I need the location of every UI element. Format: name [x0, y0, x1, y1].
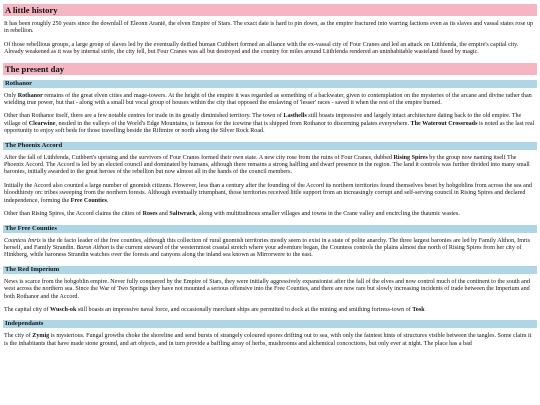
imperium-paragraph-1: News is scarce from the hobgoblin empire. Never fully conquered by the Empire of Stars, they were initially aggressively expansionist after the fall of the elves and now control much of the continent to the south and west across the northern sea. Since the War of Two Springs they have not mounted a serious offensive into the Free Counties, and there are now rare but slowly increasing incidents of trade between the Imperium and both Rothanor and the Accord.	[4, 278, 530, 300]
subsection-heading-independants: Independants	[3, 320, 537, 328]
section-heading-history: A little history	[3, 4, 537, 16]
subsection-heading-free-counties: The Free Counties	[3, 225, 537, 233]
person-name: Countess Imris	[4, 237, 41, 244]
imperium-paragraph-2	[3, 307, 537, 314]
place-name: Roses	[142, 211, 158, 218]
text-run: .	[106, 197, 109, 204]
text-run: still boasts an impressive naval force, and occasionally merchant ships are permitted to dock at the mining and smithing fortress-town of	[76, 306, 413, 313]
rothanor-paragraph-2	[3, 113, 537, 135]
counties-paragraph-1	[3, 238, 537, 260]
place-name: Clearwine	[28, 120, 56, 127]
phoenix-paragraph-2	[3, 183, 537, 205]
phoenix-paragraph-3	[3, 211, 537, 218]
person-name: Baron Althon	[76, 244, 110, 251]
place-name: Wusch-ok	[50, 306, 77, 313]
subsection-heading-phoenix-accord: The Phoenix Accord	[3, 142, 537, 150]
rothanor-paragraph-1	[3, 93, 537, 108]
subsection-heading-rothanor: Rothanor	[3, 80, 537, 88]
place-name: Rising Spires	[393, 154, 428, 161]
text-run: Other than Rising Spires, the Accord claims the cities of	[4, 211, 143, 218]
place-name: Saltwrack	[169, 211, 196, 218]
text-run: still boasts impressive and largely intact architecture dating back to the old empire. The village of	[4, 113, 522, 127]
text-run: is the current steward of the westernmost coastal stretch where your adventure began, the Countess controls the plains almost due north of Rising Spires from her city of Hinkberg, while baroness Strandin watches over the forests and canyons along the inland sea known as Mirrorwere to the east.	[4, 244, 522, 259]
place-name: Zymig	[32, 333, 50, 340]
text-run: Initially the Accord also counted a large number of gnomish citizens. However, less than a century after the founding of the Accord its northern territories found themselves beset by hobgoblins from across the sea and bloodthirsty orc tribes sweeping from the northern forests. Although eventually triumphant, those territories received little support from an increasingly corrupt and self-serving council in Rising Spires and declared independence, forming the	[4, 182, 532, 204]
text-run: The capital city of	[4, 306, 51, 313]
text-run: , nestled in the valleys of the World's Edge Mountains, is famous for the icewine that is shipped from Rothanor to discerning palates everywhere.	[55, 120, 411, 127]
text-run: , along with multitudinous smaller villages and towns in the Crane valley and encircling the thaumic wastes.	[195, 211, 460, 218]
text-run: Only	[4, 92, 18, 99]
section-heading-present-day: The present day	[3, 63, 537, 75]
text-run: by the group now naming itself The Phoenix Accord. The Accord is led by an elected council and dominated by humans, although there remains a strong halfling and dwarf presence in the region. The land it controls was further divided into many small baronies, initially awarded to the great heroes of the rebellion but now almost all in the hands of the council members.	[4, 154, 530, 176]
text-run: Other than Rothanor itself, there are a few notable centres for trade in its greatly diminished territory. The town of	[4, 113, 284, 120]
phoenix-paragraph-1	[3, 155, 537, 177]
independants-paragraph-1	[3, 333, 537, 348]
place-name: Lasthells	[283, 113, 307, 120]
place-name: Rothanor	[17, 92, 43, 99]
text-run: The city of	[4, 333, 33, 340]
place-name: Free Counties	[70, 197, 107, 204]
text-run: After the fall of Lüthfenda, Cuthbert's uprising and the survivors of Four Cranes formed their own state. A new city rose from the ruins of Four Cranes, dubbed	[4, 154, 394, 161]
place-name: Tosk	[412, 306, 425, 313]
text-run: remains of the great elven cities and mage-towers. At the height of the empire it was regarded as something of a backwater, given to contemplation on the mysteries of the arcane and divine rather than wielding true power, but that - along with a small but vocal group of houses within the city that opposed the enslaving of 'lesser' races - saved it when the rest of the empire burned.	[4, 92, 532, 107]
text-run: and	[157, 211, 170, 218]
history-paragraph-1: It has been roughly 250 years since the downfall of Eleonn Aranië, the elven Empire of Stars. The exact date is hard to pin down, as the empire fractured into warring factions even as its slaves and vassal states rose up in rebellion.	[4, 21, 534, 35]
place-name: The Waterout Crossroads	[410, 120, 478, 127]
text-run: is noted as the last real opportunity to enjoy soft beds for those travelling beside the Riftmire or north along the Silver Rock Road.	[4, 120, 535, 135]
text-run: is mysterious. Fungal growths choke the shoreline and send bursts of strangely coloured spores drifting out to sea, with only the faintest hints of structures visible between the tangles. Some claim it is the inhabitants that have made stone ground, and art objects, and in turn provide a baffling array of herbs, mushrooms and alchemical concoctions, but only ever at night. The place has a bad	[4, 333, 532, 347]
history-paragraph-2: Of those rebellious groups, a large group of slaves led by the eventually deified human Cuthbert formed an alliance with the ex-vassal city of Four Cranes and led an attack on Lüthfenda, the empire's capital city. Already weakened as it was by internal strife, the city fell, but Four Cranes was all but destroyed and the country for miles around Lüthfenda rendered an uninhabitable wasteland fused by magic.	[4, 41, 519, 56]
text-run: is the de facto leader of the free counties, although this collection of rural gnomish territories mostly seem to exist in a state of polite anarchy. The three largest baronies are led by Family Althon, Imris herself, and Family Strandin.	[4, 237, 531, 251]
subsection-heading-red-imperium: The Red Imperium	[3, 266, 537, 274]
